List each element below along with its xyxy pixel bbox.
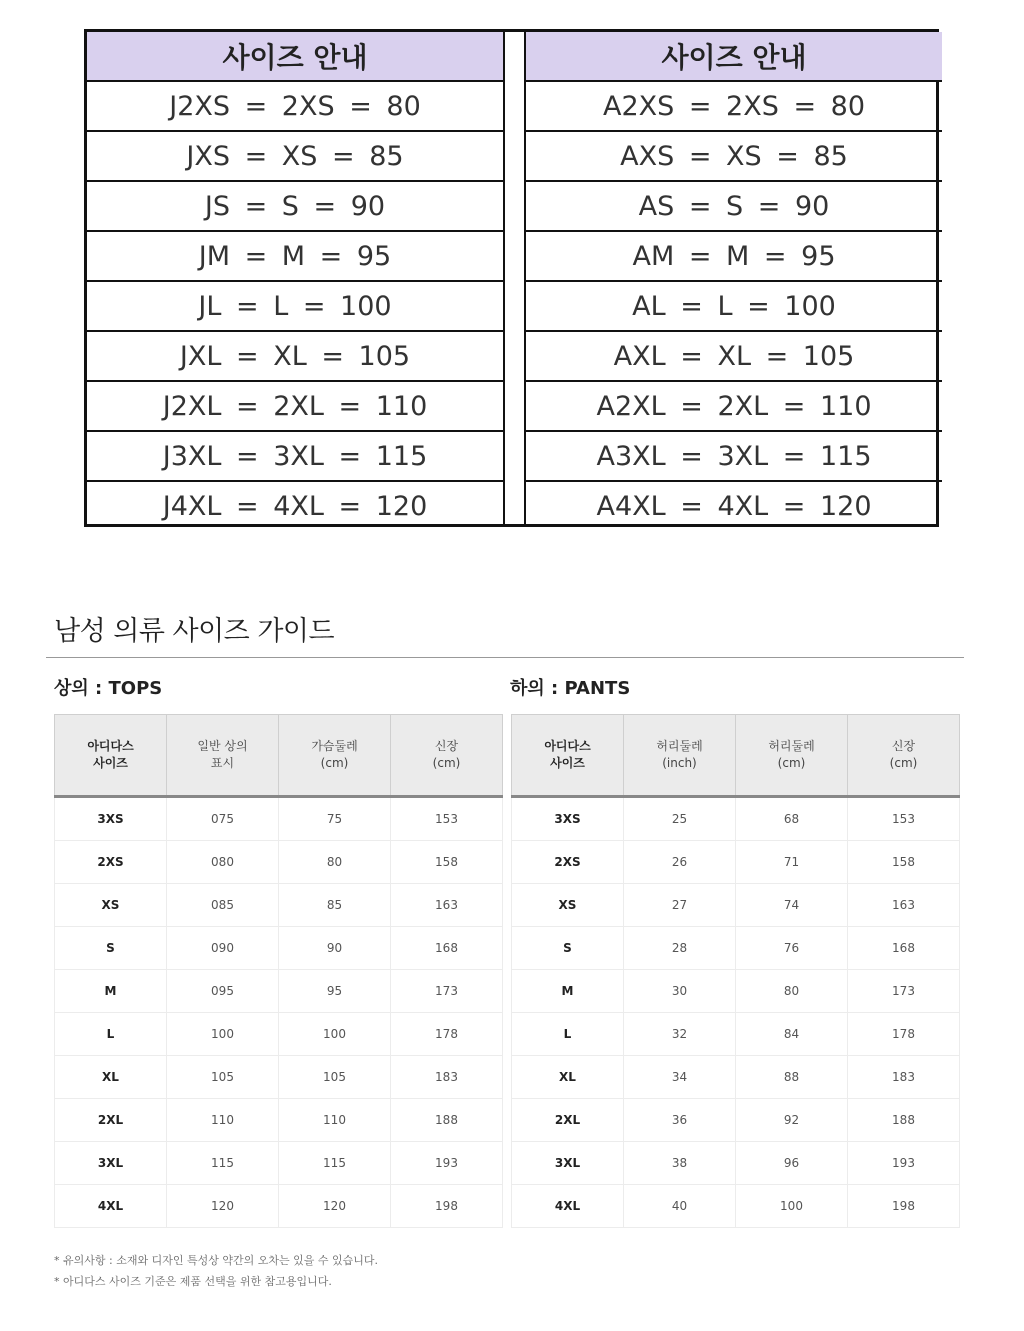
value-cell: 115	[167, 1142, 279, 1185]
value-cell: 100	[167, 1013, 279, 1056]
note-line: * 아디다스 사이즈 기준은 제품 선택을 위한 참고용입니다.	[54, 1275, 332, 1288]
size-cell: S	[55, 927, 167, 970]
junior-table-title: 사이즈 안내	[87, 32, 503, 81]
size-cell: 2XS	[512, 841, 624, 884]
value-cell: 75	[279, 797, 391, 841]
size-cell: 3XL	[512, 1142, 624, 1185]
pants-column-header: 허리둘레 (inch)	[624, 715, 736, 797]
adult-size-row: AM = M = 95	[526, 231, 942, 281]
value-cell: 110	[279, 1099, 391, 1142]
adult-size-table	[526, 32, 942, 530]
table-row	[55, 927, 503, 970]
junior-size-row: JM = M = 95	[87, 231, 503, 281]
value-cell: 178	[391, 1013, 503, 1056]
value-cell: 32	[624, 1013, 736, 1056]
value-cell: 100	[279, 1013, 391, 1056]
table-row	[87, 81, 503, 131]
value-cell: 84	[736, 1013, 848, 1056]
junior-size-row: JL = L = 100	[87, 281, 503, 331]
value-cell: 76	[736, 927, 848, 970]
size-cell: M	[55, 970, 167, 1013]
value-cell: 40	[624, 1185, 736, 1228]
size-cell: XL	[55, 1056, 167, 1099]
table-row	[87, 231, 503, 281]
junior-size-row: JXL = XL = 105	[87, 331, 503, 381]
adult-size-row: A2XS = 2XS = 80	[526, 81, 942, 131]
table-row	[512, 797, 960, 841]
table-row	[55, 1185, 503, 1228]
junior-size-row: J4XL = 4XL = 120	[87, 481, 503, 530]
size-cell: S	[512, 927, 624, 970]
table-row	[55, 1056, 503, 1099]
value-cell: 085	[167, 884, 279, 927]
junior-size-row: J3XL = 3XL = 115	[87, 431, 503, 481]
table-row	[87, 381, 503, 431]
size-cell: 3XS	[512, 797, 624, 841]
junior-size-row: J2XL = 2XL = 110	[87, 381, 503, 431]
adult-size-row: AXL = XL = 105	[526, 331, 942, 381]
value-cell: 173	[848, 970, 960, 1013]
value-cell: 193	[848, 1142, 960, 1185]
table-row	[526, 131, 942, 181]
adult-size-row: AL = L = 100	[526, 281, 942, 331]
value-cell: 115	[279, 1142, 391, 1185]
value-cell: 68	[736, 797, 848, 841]
size-cell: L	[512, 1013, 624, 1056]
table-row	[526, 231, 942, 281]
value-cell: 92	[736, 1099, 848, 1142]
value-cell: 85	[279, 884, 391, 927]
value-cell: 120	[167, 1185, 279, 1228]
table-row	[55, 841, 503, 884]
value-cell: 95	[279, 970, 391, 1013]
pants-column-header: 신장 (cm)	[848, 715, 960, 797]
tops-column-header: 아디다스 사이즈	[55, 715, 167, 797]
table-row	[526, 431, 942, 481]
value-cell: 36	[624, 1099, 736, 1142]
junior-size-row: J2XS = 2XS = 80	[87, 81, 503, 131]
guide-title: 남성 의류 사이즈 가이드	[54, 616, 335, 647]
size-cell: 3XL	[55, 1142, 167, 1185]
table-row	[55, 970, 503, 1013]
value-cell: 158	[391, 841, 503, 884]
table-row	[512, 1185, 960, 1228]
adult-size-row: A3XL = 3XL = 115	[526, 431, 942, 481]
value-cell: 188	[391, 1099, 503, 1142]
table-row	[55, 1099, 503, 1142]
table-row	[526, 181, 942, 231]
value-cell: 153	[848, 797, 960, 841]
junior-size-table	[87, 32, 503, 530]
value-cell: 163	[391, 884, 503, 927]
adult-size-row: A2XL = 2XL = 110	[526, 381, 942, 431]
table-row	[512, 884, 960, 927]
table-row	[526, 81, 942, 131]
table-divider	[503, 32, 526, 524]
table-row	[55, 797, 503, 841]
size-cell: L	[55, 1013, 167, 1056]
value-cell: 198	[848, 1185, 960, 1228]
pants-column-header: 허리둘레 (cm)	[736, 715, 848, 797]
table-row	[512, 841, 960, 884]
value-cell: 80	[279, 841, 391, 884]
value-cell: 34	[624, 1056, 736, 1099]
table-row	[512, 927, 960, 970]
value-cell: 168	[391, 927, 503, 970]
notes	[54, 1250, 378, 1292]
value-cell: 080	[167, 841, 279, 884]
table-row	[87, 481, 503, 530]
table-row	[526, 281, 942, 331]
value-cell: 30	[624, 970, 736, 1013]
value-cell: 110	[167, 1099, 279, 1142]
adult-table-title: 사이즈 안내	[526, 32, 942, 81]
value-cell: 075	[167, 797, 279, 841]
value-cell: 71	[736, 841, 848, 884]
junior-size-row: JS = S = 90	[87, 181, 503, 231]
value-cell: 183	[391, 1056, 503, 1099]
size-cell: 2XL	[512, 1099, 624, 1142]
table-row	[512, 1013, 960, 1056]
size-cell: XS	[512, 884, 624, 927]
value-cell: 158	[848, 841, 960, 884]
junior-size-row: JXS = XS = 85	[87, 131, 503, 181]
table-row	[87, 131, 503, 181]
tops-column-header: 신장 (cm)	[391, 715, 503, 797]
adult-size-row: AS = S = 90	[526, 181, 942, 231]
value-cell: 26	[624, 841, 736, 884]
value-cell: 38	[624, 1142, 736, 1185]
tops-column-header: 가슴둘레 (cm)	[279, 715, 391, 797]
size-cell: 4XL	[512, 1185, 624, 1228]
tops-label: 상의 : TOPS	[54, 678, 163, 699]
size-cell: XS	[55, 884, 167, 927]
value-cell: 25	[624, 797, 736, 841]
table-row	[87, 281, 503, 331]
table-row	[55, 1142, 503, 1185]
table-row	[526, 481, 942, 530]
value-cell: 80	[736, 970, 848, 1013]
value-cell: 183	[848, 1056, 960, 1099]
size-conversion-panel	[84, 29, 939, 527]
pants-column-header: 아디다스 사이즈	[512, 715, 624, 797]
value-cell: 88	[736, 1056, 848, 1099]
size-cell: 4XL	[55, 1185, 167, 1228]
value-cell: 173	[391, 970, 503, 1013]
table-row	[512, 1056, 960, 1099]
value-cell: 105	[279, 1056, 391, 1099]
adult-size-row: AXS = XS = 85	[526, 131, 942, 181]
table-row	[87, 331, 503, 381]
table-row	[87, 431, 503, 481]
size-cell: 2XL	[55, 1099, 167, 1142]
table-row	[512, 1142, 960, 1185]
table-row	[526, 331, 942, 381]
value-cell: 96	[736, 1142, 848, 1185]
value-cell: 168	[848, 927, 960, 970]
table-row	[55, 1013, 503, 1056]
table-row	[55, 884, 503, 927]
value-cell: 198	[391, 1185, 503, 1228]
table-row	[87, 181, 503, 231]
value-cell: 28	[624, 927, 736, 970]
size-cell: 2XS	[55, 841, 167, 884]
table-row	[526, 381, 942, 431]
pants-size-table	[511, 714, 960, 1228]
guide-divider	[46, 657, 964, 658]
value-cell: 163	[848, 884, 960, 927]
value-cell: 74	[736, 884, 848, 927]
value-cell: 153	[391, 797, 503, 841]
tops-column-header: 일반 상의 표시	[167, 715, 279, 797]
table-row	[512, 970, 960, 1013]
size-cell: 3XS	[55, 797, 167, 841]
value-cell: 105	[167, 1056, 279, 1099]
value-cell: 095	[167, 970, 279, 1013]
tops-size-table	[54, 714, 503, 1228]
pants-label: 하의 : PANTS	[510, 678, 631, 699]
value-cell: 193	[391, 1142, 503, 1185]
table-row	[512, 1099, 960, 1142]
value-cell: 188	[848, 1099, 960, 1142]
note-line: * 유의사항 : 소재와 디자인 특성상 약간의 오차는 있을 수 있습니다.	[54, 1254, 378, 1267]
size-cell: XL	[512, 1056, 624, 1099]
value-cell: 090	[167, 927, 279, 970]
value-cell: 178	[848, 1013, 960, 1056]
size-cell: M	[512, 970, 624, 1013]
value-cell: 120	[279, 1185, 391, 1228]
value-cell: 100	[736, 1185, 848, 1228]
adult-size-row: A4XL = 4XL = 120	[526, 481, 942, 530]
value-cell: 27	[624, 884, 736, 927]
value-cell: 90	[279, 927, 391, 970]
